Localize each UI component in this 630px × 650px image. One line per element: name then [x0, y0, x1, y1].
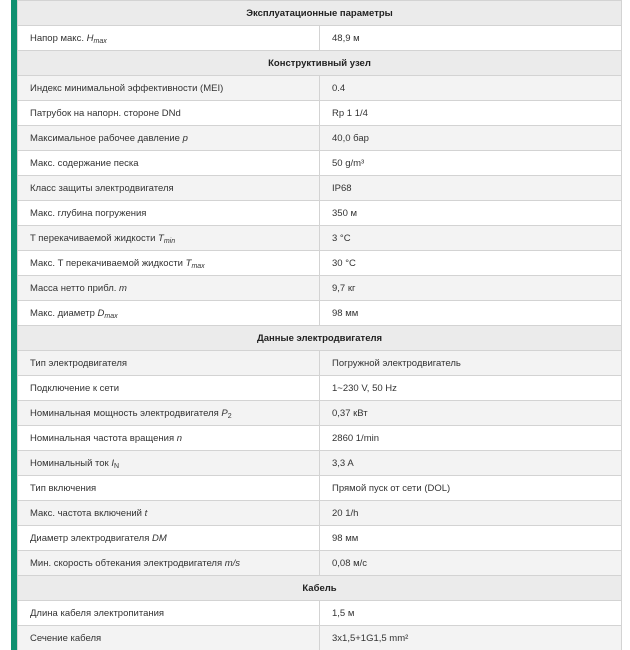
spec-row [18, 401, 622, 426]
spec-label-cell [18, 601, 320, 626]
spec-row [18, 501, 622, 526]
spec-value-cell: 0.4 [320, 76, 622, 101]
spec-label-text: Подключение к сети [30, 382, 120, 394]
spec-value-cell: Rp 1 1/4 [320, 101, 622, 126]
section-title: Данные электродвигателя [18, 326, 622, 351]
spec-label-text: Класс защиты электродвигателя [30, 182, 174, 194]
spec-symbol: D [97, 307, 105, 319]
spec-row [18, 101, 622, 126]
spec-label-cell [18, 626, 320, 650]
spec-label-cell [18, 101, 320, 126]
spec-symbol: m/s [224, 557, 241, 569]
spec-label-text: Патрубок на напорн. стороне DNd [30, 107, 181, 119]
section-title: Кабель [18, 576, 622, 601]
spec-label-text: Напор макс. [30, 32, 87, 44]
spec-row [18, 526, 622, 551]
spec-label-cell [18, 176, 320, 201]
spec-label-text: Максимальное рабочее давление [30, 132, 183, 144]
spec-label-cell [18, 276, 320, 301]
spec-symbol-subscript: max [93, 37, 107, 45]
spec-label-text: Мин. скорость обтекания электродвигателя [30, 557, 225, 569]
spec-symbol-subscript: max [104, 312, 118, 320]
spec-value-cell: 48,9 м [320, 26, 622, 51]
spec-value-cell: 20 1/h [320, 501, 622, 526]
spec-symbol-subscript: max [191, 262, 205, 270]
spec-label-text: Номинальная мощность электродвигателя [30, 407, 222, 419]
spec-label-text: Длина кабеля электропитания [30, 607, 165, 619]
spec-symbol-subscript: min [163, 237, 176, 245]
spec-row [18, 376, 622, 401]
spec-symbol: t [144, 507, 148, 519]
spec-label-cell [18, 501, 320, 526]
spec-value-cell: IP68 [320, 176, 622, 201]
spec-label-cell [18, 201, 320, 226]
spec-value-cell: 2860 1/min [320, 426, 622, 451]
spec-label-text: Макс. глубина погружения [30, 207, 147, 219]
section-header-row [18, 576, 622, 601]
spec-label-text: Макс. T перекачиваемой жидкости [30, 257, 186, 269]
spec-value-cell: 98 мм [320, 526, 622, 551]
spec-label-text: Номинальный ток [30, 457, 112, 469]
spec-symbol-subscript: 2 [227, 412, 232, 420]
spec-value-cell: 3x1,5+1G1,5 mm² [320, 626, 622, 650]
spec-label-text: Макс. диаметр [30, 307, 98, 319]
spec-label-cell [18, 451, 320, 476]
spec-value-cell: Погружной электродвигатель [320, 351, 622, 376]
spec-label-text: Индекс минимальной эффективности (MEI) [30, 82, 224, 94]
spec-row [18, 276, 622, 301]
spec-value-cell: 30 °C [320, 251, 622, 276]
section-header-row [18, 1, 622, 26]
spec-table [17, 0, 622, 650]
spec-label-text: Тип электродвигателя [30, 357, 128, 369]
spec-label-text: Макс. частота включений [30, 507, 145, 519]
spec-row [18, 151, 622, 176]
spec-row [18, 301, 622, 326]
spec-row [18, 626, 622, 650]
spec-label-cell [18, 401, 320, 426]
spec-symbol: p [182, 132, 188, 144]
spec-label-cell [18, 476, 320, 501]
spec-label-text: Тип включения [30, 482, 97, 494]
spec-label-cell [18, 526, 320, 551]
spec-row [18, 226, 622, 251]
spec-symbol: T [158, 232, 164, 244]
spec-value-cell: 3 °C [320, 226, 622, 251]
section-title: Эксплуатационные параметры [18, 1, 622, 26]
spec-row [18, 426, 622, 451]
spec-row [18, 551, 622, 576]
spec-row [18, 76, 622, 101]
spec-symbol: H [86, 32, 94, 44]
spec-symbol: I [111, 457, 114, 469]
spec-value-cell: Прямой пуск от сети (DOL) [320, 476, 622, 501]
spec-label-cell [18, 151, 320, 176]
spec-row [18, 601, 622, 626]
spec-label-cell [18, 351, 320, 376]
spec-symbol-subscript: N [114, 462, 120, 470]
spec-symbol: m [119, 282, 127, 294]
spec-row [18, 251, 622, 276]
spec-label-text: Сечение кабеля [30, 632, 102, 644]
spec-row [18, 176, 622, 201]
spec-value-cell: 98 мм [320, 301, 622, 326]
spec-value-cell: 1,5 м [320, 601, 622, 626]
spec-label-cell [18, 301, 320, 326]
spec-value-cell: 350 м [320, 201, 622, 226]
spec-value-cell: 40,0 бар [320, 126, 622, 151]
spec-symbol: T [185, 257, 192, 269]
spec-row [18, 451, 622, 476]
spec-value-cell: 3,3 A [320, 451, 622, 476]
spec-label-text: Диаметр электродвигателя [30, 532, 153, 544]
spec-label-cell [18, 76, 320, 101]
spec-symbol: DM [152, 532, 167, 544]
spec-symbol: P [221, 407, 228, 419]
spec-label-cell [18, 26, 320, 51]
spec-label-cell [18, 551, 320, 576]
spec-label-cell [18, 126, 320, 151]
spec-row [18, 26, 622, 51]
spec-label-text: Масса нетто прибл. [30, 282, 120, 294]
spec-value-cell: 1~230 V, 50 Hz [320, 376, 622, 401]
spec-row [18, 126, 622, 151]
spec-label-cell [18, 426, 320, 451]
section-header-row [18, 51, 622, 76]
spec-label-text: T перекачиваемой жидкости [30, 232, 159, 244]
section-title: Конструктивный узел [18, 51, 622, 76]
spec-label-text: Макс. содержание песка [30, 157, 139, 169]
spec-row [18, 351, 622, 376]
spec-symbol: n [176, 432, 183, 444]
spec-label-cell [18, 226, 320, 251]
spec-label-cell [18, 251, 320, 276]
spec-table-body [18, 1, 622, 650]
spec-value-cell: 9,7 кг [320, 276, 622, 301]
spec-row [18, 476, 622, 501]
spec-value-cell: 0,08 м/с [320, 551, 622, 576]
spec-label-cell [18, 376, 320, 401]
spec-label-text: Номинальная частота вращения [30, 432, 177, 444]
spec-row [18, 201, 622, 226]
section-header-row [18, 326, 622, 351]
spec-value-cell: 50 g/m³ [320, 151, 622, 176]
spec-value-cell: 0,37 кВт [320, 401, 622, 426]
